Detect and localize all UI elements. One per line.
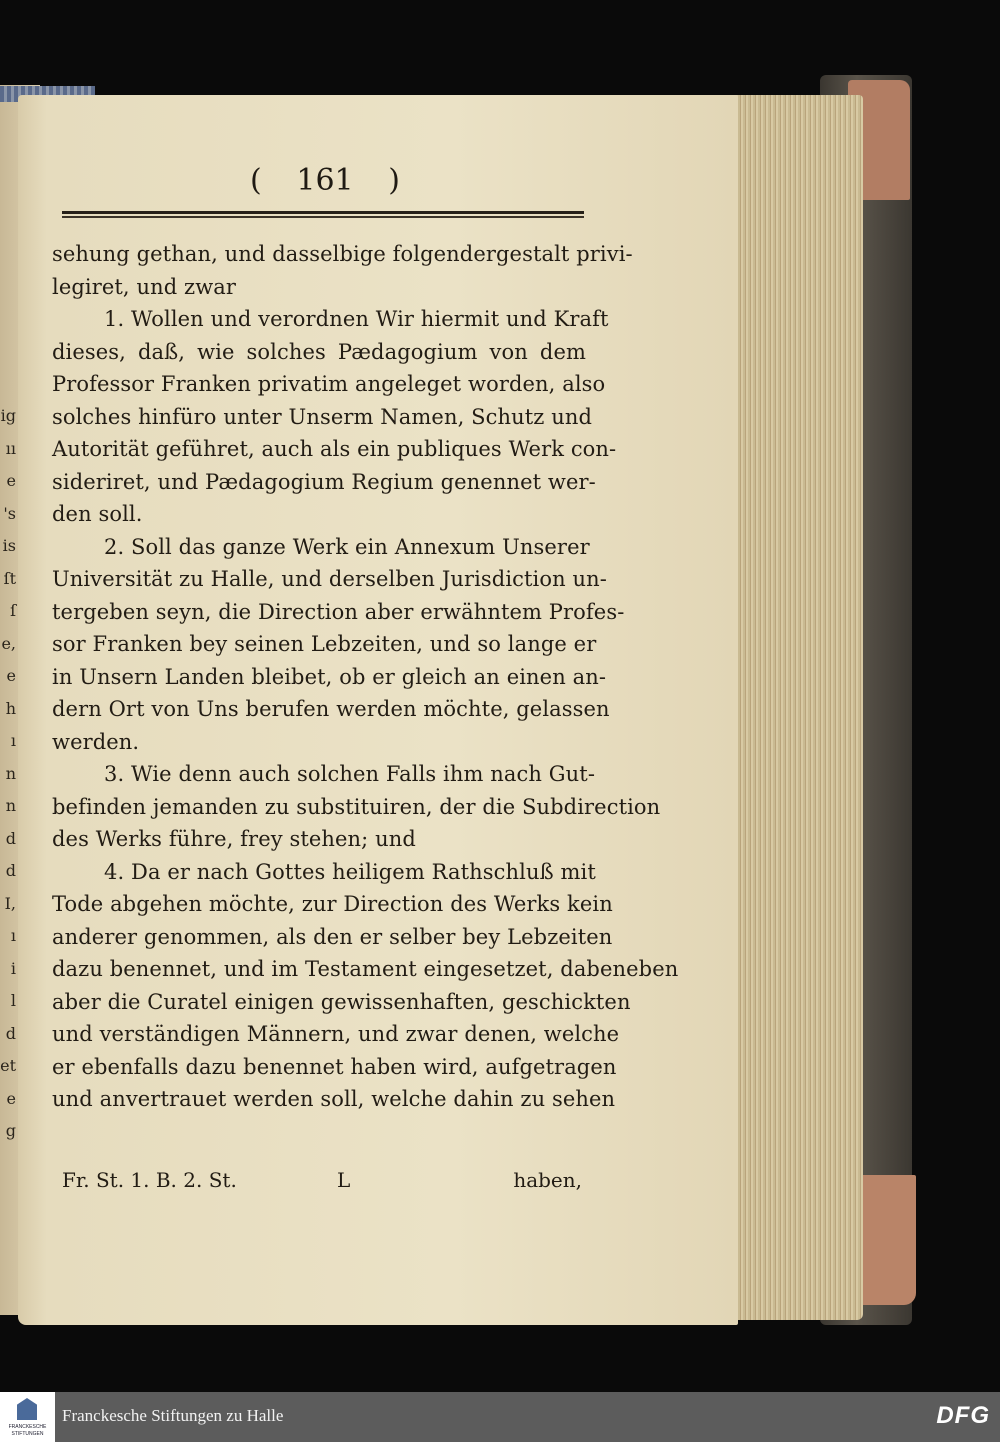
- text-line: legiret, und zwar: [52, 274, 237, 299]
- body-text: [52, 238, 679, 1116]
- text-line: Tode abgehen möchte, zur Direction des Werks kein: [52, 892, 613, 916]
- text-line: 3. Wie denn auch solchen Falls ihm nach Gut-: [104, 762, 596, 786]
- logo-text-line2: STIFTUNGEN: [11, 1431, 44, 1437]
- text-line: tergeben seyn, die Direction aber erwähntem Profes-: [52, 599, 625, 624]
- text-line: 4. Da er nach Gottes heiligem Rathschluß mit: [104, 859, 596, 884]
- facing-page-fragment: I,: [4, 893, 16, 913]
- text-line: Universität zu Halle, und derselben Jurisdiction un-: [52, 567, 607, 591]
- facing-page-fragment: h: [5, 698, 16, 718]
- sheet-letter: L: [337, 1168, 351, 1192]
- text-line: Professor Franken privatim angeleget worden, also: [52, 372, 606, 396]
- facing-page-fragment: ı: [10, 731, 16, 750]
- logo-text-line1: FRANCKESCHE: [8, 1424, 47, 1430]
- facing-page-fragment: l: [10, 991, 16, 1010]
- facing-page-fragment: g: [5, 1121, 16, 1140]
- institution-bar: [0, 1392, 1000, 1442]
- text-line: Autorität geführet, auch als ein publiques Werk con-: [52, 437, 617, 461]
- header-rule-thin: [62, 216, 584, 218]
- facing-page-fragment: n: [5, 763, 16, 783]
- institution-name[interactable]: Franckesche Stiftungen zu Halle: [62, 1406, 284, 1425]
- institution-logo[interactable]: [0, 1392, 55, 1442]
- text-line: aber die Curatel einigen gewissenhaften, geschickten: [52, 989, 631, 1014]
- text-line: 2. Soll das ganze Werk ein Annexum Unserer: [104, 534, 590, 559]
- facing-page-fragment: e: [6, 666, 16, 685]
- facing-page-fragment: e,: [1, 633, 16, 653]
- text-line: dern Ort von Uns berufen werden möchte, gelassen: [52, 697, 610, 721]
- dfg-logo[interactable]: DFG: [936, 1402, 990, 1429]
- text-line: dieses, daß, wie solches Pædagogium von dem: [52, 339, 586, 364]
- facing-page-fragment: ıı: [5, 438, 16, 458]
- text-line: dazu benennet, und im Testament eingesetzet, dabeneben: [52, 957, 679, 981]
- facing-page-fragment: et: [0, 1056, 16, 1075]
- facing-page-fragment: ı: [10, 926, 16, 945]
- facing-page-fragment: i: [10, 958, 16, 978]
- facing-page-fragment: ig: [0, 406, 16, 425]
- text-line: und anvertrauet werden soll, welche dahin zu sehen: [52, 1087, 616, 1111]
- text-line: werden.: [52, 729, 140, 754]
- page-block-edges: [718, 95, 863, 1320]
- facing-page-fragment: ſ: [10, 601, 16, 620]
- text-line: anderer genommen, als den er selber bey Lebzeiten: [52, 924, 613, 949]
- signature-mark: Fr. St. 1. B. 2. St.: [62, 1168, 237, 1192]
- page-footer: [62, 1168, 582, 1202]
- text-line: er ebenfalls dazu benennet haben wird, aufgetragen: [52, 1054, 617, 1079]
- facing-page-fragment: d: [5, 1023, 16, 1043]
- facing-page-fragment: d: [5, 861, 16, 880]
- text-line: solches hinfüro unter Unserm Namen, Schutz und: [52, 404, 592, 429]
- header-rule: [62, 211, 584, 214]
- text-line: sideriret, und Pædagogium Regium genennet wer-: [52, 469, 596, 494]
- page-header: [250, 160, 400, 200]
- header-paren-open: (: [250, 162, 262, 198]
- page-number: 161: [296, 162, 354, 198]
- facing-page-fragment: is: [2, 536, 16, 555]
- facing-page-fragments: [0, 400, 18, 1148]
- catchword: haben,: [513, 1168, 582, 1192]
- text-line: und verständigen Männern, und zwar denen, welche: [52, 1022, 620, 1046]
- header-paren-close: ): [388, 162, 400, 198]
- text-line: sehung gethan, und dasselbige folgendergestalt privi-: [52, 242, 633, 266]
- text-line: in Unsern Landen bleibet, ob er gleich an einen an-: [52, 664, 607, 689]
- text-line: des Werks führe, frey stehen; und: [52, 827, 416, 851]
- facing-page-fragment: 's: [3, 503, 16, 523]
- facing-page-fragment: d: [5, 828, 16, 848]
- text-line: befinden jemanden zu substituiren, der die Subdirection: [52, 794, 661, 819]
- facing-page-fragment: e: [6, 471, 16, 490]
- text-line: 1. Wollen und verordnen Wir hiermit und Kraft: [104, 307, 609, 331]
- text-line: den soll.: [52, 502, 143, 526]
- text-line: sor Franken bey seinen Lebzeiten, und so lange er: [52, 632, 597, 656]
- emblem-icon: [17, 1398, 37, 1420]
- facing-page-fragment: n: [5, 796, 16, 815]
- facing-page-fragment: ſt: [3, 568, 16, 588]
- facing-page-fragment: e: [6, 1088, 16, 1108]
